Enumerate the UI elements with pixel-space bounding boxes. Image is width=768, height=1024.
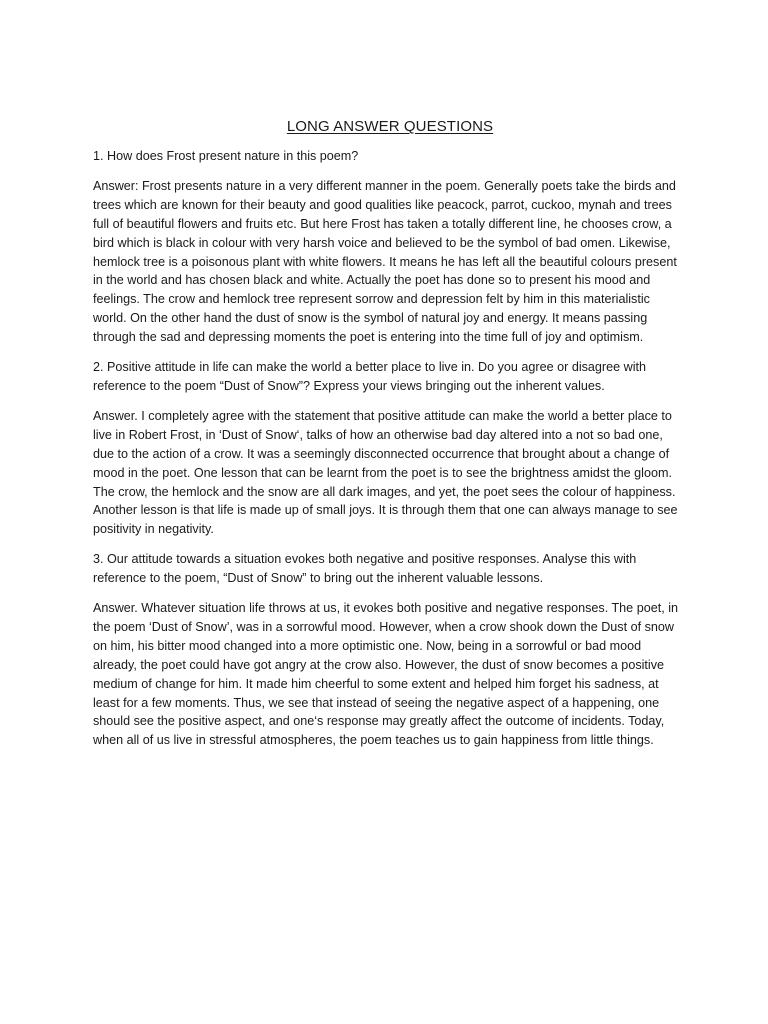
page-title: LONG ANSWER QUESTIONS — [286, 118, 494, 135]
question-2: 2. Positive attitude in life can make the world a better place to live in. Do you agree or disagree with reference to the poem “Dust of Snow”? Express your views bringing out the inherent values. — [93, 360, 647, 393]
answer-2: Answer. I completely agree with the statement that positive attitude can make the world a better place to live in Robert Frost, in ‘Dust of Snow‘, talks of how an otherwise bad day altered into a not so bad one, due to the action of a crow. It was a seemingly disconnected occurrence that brought about a change of mood in the poet. One lesson that can be learnt from the poet is to see the brightness amidst the gloom. The crow, the hemlock and the snow are all dark images, and yet, the poet sees the colour of happiness. Another lesson is that life is made up of small joys. It is through them that one can always manage to see positivity in negativity. — [93, 408, 678, 537]
answer-3: Answer. Whatever situation life throws at us, it evokes both positive and negative responses. The poet, in the poem ‘Dust of Snow’, was in a sorrowful mood. However, when a crow shook down the Dust of snow on him, his bitter mood changed into a more optimistic one. Now, being in a sorrowful or bad mood already, the poet could have got angry at the crow also. However, the dust of snow becomes a positive medium of change for him. It made him cheerful to some extent and helped him forget his sadness, at least for a few moments. Thus, we see that instead of seeing the negative aspect of a happening, one should see the positive aspect, and one‘s response may greatly affect the outcome of incidents. Today, when all of us live in stressful atmospheres, the poem teaches us to gain happiness from little things. — [93, 601, 679, 748]
answer-1: Answer: Frost presents nature in a very different manner in the poem. Generally poets take the birds and trees which are known for their beauty and good qualities like peacock, parrot, cuckoo, mynah and trees full of beautiful flowers and fruits etc. But here Frost has taken a totally different line, he chooses crow, a bird which is black in colour with very harsh voice and believed to be the symbol of bad omen. Likewise, hemlock tree is a poisonous plant with white flowers. It means he has left all the beautiful colours present in the world and has chosen black and white. Actually the poet has done so to present his mood and feelings. The crow and hemlock tree represent sorrow and depression felt by him in this materialistic world. On the other hand the dust of snow is the symbol of natural joy and energy. It means passing through the sad and depressing moments the poet is entering into the time full of joy and optimism. — [93, 178, 677, 345]
document-body — [93, 118, 683, 761]
question-1: 1. How does Frost present nature in this poem? — [93, 149, 359, 163]
question-3: 3. Our attitude towards a situation evokes both negative and positive responses. Analyse this with reference to the poem, “Dust of Snow” to bring out the inherent valuable lessons. — [93, 552, 637, 586]
